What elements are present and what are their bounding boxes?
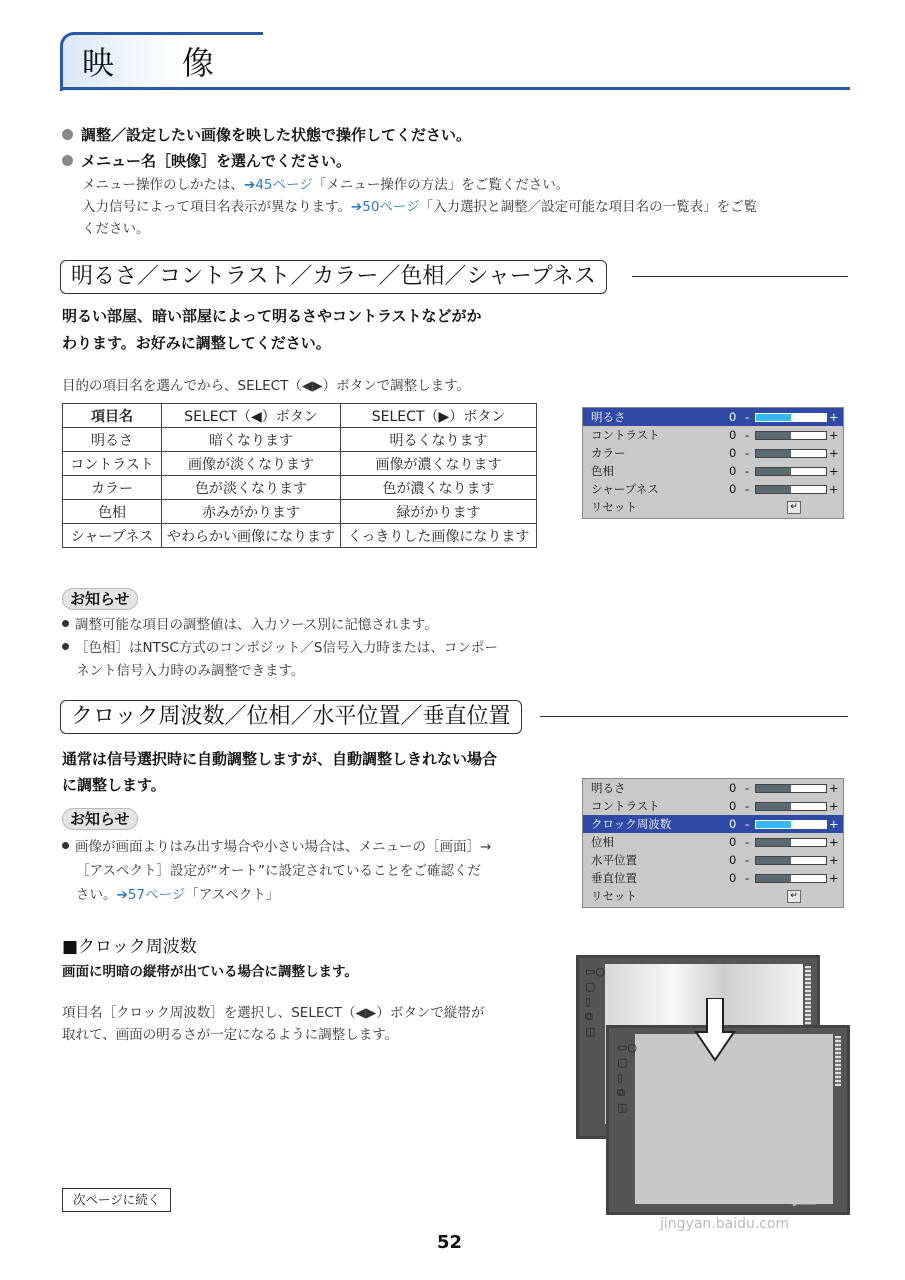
intro-bullet-1-text: 調整／設定したい画像を映した状態で操作してください。	[81, 126, 472, 144]
notice-text: ［色相］はNTSC方式のコンポジット／S信号入力時または、コンポー	[75, 640, 498, 656]
page-title-block	[60, 32, 850, 90]
section1-lead-2: わります。お好みに調整してください。	[62, 334, 331, 352]
section-rule	[540, 716, 848, 717]
arrow-right-icon: ➔	[350, 199, 363, 215]
menu-row-label: リセット	[591, 889, 637, 903]
menu-row-contrast[interactable]	[583, 797, 843, 815]
scroll-indicator	[835, 1036, 841, 1086]
menu-row-color[interactable]	[583, 444, 843, 462]
menu-row-brightness[interactable]	[583, 408, 843, 426]
notice-1-item-2-cont: ネント信号入力時のみ調整できます。	[76, 663, 305, 679]
level-bar[interactable]	[755, 467, 827, 476]
clock-text-1: 項目名［クロック周波数］を選択し、SELECT（◀▶）ボタンで縦帯が	[62, 1005, 485, 1021]
level-bar[interactable]	[755, 802, 827, 811]
menu-row-sharpness[interactable]	[583, 480, 843, 498]
notice-text: さい。	[76, 887, 117, 903]
table-cell: 色相	[63, 500, 162, 524]
menu-minus: -	[745, 799, 750, 813]
menu-row-label: クロック周波数	[591, 817, 672, 831]
level-bar-fill	[756, 821, 791, 828]
level-bar-fill	[756, 857, 791, 864]
menu-minus: -	[745, 482, 750, 496]
menu-minus: -	[745, 835, 750, 849]
menu-row-value: 0	[729, 853, 737, 867]
table-cell: やわらかい画像になります	[162, 524, 341, 548]
menu-plus: +	[829, 781, 839, 795]
menu-minus: -	[745, 817, 750, 831]
table-row	[63, 452, 537, 476]
arrow-right-icon: ➔	[116, 887, 128, 903]
baidu-watermark-url: jingyan.baidu.com	[660, 1216, 790, 1232]
menu-row-value: 0	[729, 464, 737, 478]
table-cell: 色が濃くなります	[341, 476, 537, 500]
notice-2-line-1	[62, 836, 491, 859]
level-bar[interactable]	[755, 784, 827, 793]
menu-row-h-position[interactable]	[583, 851, 843, 869]
page-number: 52	[437, 1232, 463, 1253]
level-bar[interactable]	[755, 838, 827, 847]
continue-label: 次ページに続く	[62, 1188, 171, 1212]
table-cell: 画像が濃くなります	[341, 452, 537, 476]
section-heading-2	[60, 700, 848, 734]
menu-row-value: 0	[729, 410, 737, 424]
table-cell: カラー	[63, 476, 162, 500]
intro-line-2-pre: 入力信号によって項目名表示が異なります。	[82, 199, 351, 215]
picture-menu-2	[582, 778, 844, 908]
intro-bullet-1	[62, 124, 471, 145]
menu-row-clock[interactable]	[583, 815, 843, 833]
picture-menu-1	[582, 407, 844, 519]
menu-minus: -	[745, 446, 750, 460]
menu-plus: +	[829, 482, 839, 496]
level-bar-fill	[756, 875, 791, 882]
table-row	[63, 524, 537, 548]
menu-row-value: 0	[729, 428, 737, 442]
section1-lead-1: 明るい部屋、暗い部屋によって明るさやコントラストなどがか	[62, 307, 482, 325]
clock-text-2: 取れて、画面の明るさが一定になるように調整します。	[62, 1027, 399, 1043]
level-bar-fill	[756, 450, 791, 457]
menu-row-value: 0	[729, 781, 737, 795]
notice-text: 画像が画面よりはみ出す場合や小さい場合は、メニューの［画面］→	[75, 839, 492, 855]
intro-bullet-2-text: メニュー名［映像］を選んでください。	[81, 152, 352, 170]
menu-plus: +	[829, 464, 839, 478]
menu-row-phase[interactable]	[583, 833, 843, 851]
menu-row-v-position[interactable]	[583, 869, 843, 887]
section2-lead-2: に調整します。	[62, 776, 166, 794]
level-bar[interactable]	[755, 431, 827, 440]
menu-minus: -	[745, 871, 750, 885]
table-cell: 赤みがかります	[162, 500, 341, 524]
notice-badge-1	[62, 588, 138, 610]
section-rule	[632, 276, 848, 277]
table-cell: 明るさ	[63, 428, 162, 452]
menu-plus: +	[829, 799, 839, 813]
menu-row-reset[interactable]	[583, 887, 843, 905]
menu-row-label: 水平位置	[591, 853, 637, 867]
table-cell: 明るくなります	[341, 428, 537, 452]
section1-instruction: 目的の項目名を選んでから、SELECT（◀▶）ボタンで調整します。	[62, 378, 471, 394]
table-header-row	[63, 404, 537, 428]
table-cell: 暗くなります	[162, 428, 341, 452]
arrow-right-icon: ➔	[244, 177, 256, 193]
menu-row-value: 0	[729, 871, 737, 885]
notice-text: 調整可能な項目の調整値は、入力ソース別に記憶されます。	[75, 617, 438, 633]
intro-line-1	[82, 174, 569, 196]
adjustment-table	[62, 403, 537, 548]
section-heading-1-label: 明るさ／コントラスト／カラー／色相／シャープネス	[60, 260, 607, 294]
menu-row-label: シャープネス	[591, 482, 659, 496]
notice-2-line-2: ［アスペクト］設定が“オート”に設定されていることをご確認くだ	[76, 863, 481, 879]
page-link-57[interactable]: 57ページ	[127, 887, 186, 903]
level-bar-fill	[756, 414, 791, 421]
bullet-icon	[62, 643, 69, 650]
table-cell: 色が淡くなります	[162, 476, 341, 500]
table-row	[63, 476, 537, 500]
clock-lead: 画面に明暗の縦帯が出ている場合に調整します。	[62, 964, 358, 980]
page-link-45[interactable]: 45ページ	[255, 177, 313, 193]
section-heading-1	[60, 260, 848, 294]
menu-row-value: 0	[729, 799, 737, 813]
menu-row-value: 0	[729, 817, 737, 831]
menu-row-label: 垂直位置	[591, 871, 637, 885]
menu-plus: +	[829, 446, 839, 460]
table-cell: コントラスト	[63, 452, 162, 476]
menu-row-label: コントラスト	[591, 799, 660, 813]
table-cell: 緑がかります	[341, 500, 537, 524]
level-bar[interactable]	[755, 856, 827, 865]
level-bar-fill	[756, 785, 791, 792]
menu-row-label: 色相	[591, 464, 614, 478]
level-bar-fill	[756, 803, 791, 810]
level-bar-fill	[756, 839, 791, 846]
menu-row-label: 明るさ	[591, 410, 626, 424]
menu-row-contrast[interactable]	[583, 426, 843, 444]
section2-lead-1: 通常は信号選択時に自動調整しますが、自動調整しきれない場合	[62, 750, 498, 768]
enter-icon: ↵	[787, 501, 801, 514]
down-arrow-icon	[694, 998, 736, 1062]
bullet-icon	[62, 155, 73, 166]
level-bar[interactable]	[755, 485, 827, 494]
menu-row-brightness[interactable]	[583, 779, 843, 797]
level-bar[interactable]	[755, 820, 827, 829]
menu-plus: +	[829, 410, 839, 424]
level-bar-fill	[756, 486, 791, 493]
table-cell: 画像が淡くなります	[162, 452, 341, 476]
table-header-cell: SELECT（▶）ボタン	[341, 404, 537, 428]
menu-row-label: カラー	[591, 446, 626, 460]
bullet-icon	[62, 129, 73, 140]
intro-line-2-post: 「入力選択と調整／設定可能な項目名の一覧表」をご覧	[419, 199, 758, 215]
page-title: 映 像	[82, 44, 233, 82]
menu-row-value: 0	[729, 835, 737, 849]
menu-minus: -	[745, 464, 750, 478]
notice-label: お知らせ	[62, 808, 138, 830]
intro-line-2	[82, 196, 757, 218]
menu-row-label: リセット	[591, 500, 637, 514]
desktop-icons: ▭○ ▢ ▯ ⧉ ◫	[585, 965, 605, 1038]
menu-minus: -	[745, 410, 750, 424]
title-rule	[60, 87, 850, 90]
desktop-icons: ▭○ ▢ ▯ ⧉ ◫	[617, 1041, 637, 1114]
menu-plus: +	[829, 871, 839, 885]
notice-label: お知らせ	[62, 588, 138, 610]
intro-bullet-2	[62, 150, 351, 171]
baidu-watermark: Bai du 经验	[640, 1176, 818, 1211]
menu-minus: -	[745, 428, 750, 442]
level-bar-fill	[756, 432, 791, 439]
menu-row-label: コントラスト	[591, 428, 660, 442]
bullet-icon	[62, 842, 69, 849]
menu-minus: -	[745, 781, 750, 795]
table-header-cell: 項目名	[63, 404, 162, 428]
notice-badge-2	[62, 808, 138, 830]
menu-row-label: 明るさ	[591, 781, 626, 795]
clock-heading: ■クロック周波数	[62, 937, 197, 957]
level-bar[interactable]	[755, 874, 827, 883]
menu-plus: +	[829, 817, 839, 831]
table-cell: くっきりした画像になります	[341, 524, 537, 548]
level-bar-fill	[756, 468, 791, 475]
menu-row-value: 0	[729, 446, 737, 460]
intro-line-1-post: 「メニュー操作の方法」をご覧ください。	[312, 177, 570, 193]
level-bar[interactable]	[755, 449, 827, 458]
menu-row-tint[interactable]	[583, 462, 843, 480]
menu-row-label: 位相	[591, 835, 614, 849]
menu-row-value: 0	[729, 482, 737, 496]
menu-row-reset[interactable]	[583, 498, 843, 516]
section-heading-2-label: クロック周波数／位相／水平位置／垂直位置	[60, 700, 522, 734]
notice-1-item-1	[62, 614, 438, 637]
notice-1-item-2	[62, 637, 498, 660]
table-row	[63, 500, 537, 524]
intro-line-3: ください。	[82, 221, 150, 237]
table-cell: シャープネス	[63, 524, 162, 548]
page-link-50[interactable]: 50ページ	[362, 199, 420, 215]
menu-plus: +	[829, 853, 839, 867]
level-bar[interactable]	[755, 413, 827, 422]
table-header-cell: SELECT（◀）ボタン	[162, 404, 341, 428]
enter-icon: ↵	[787, 890, 801, 903]
table-row	[63, 428, 537, 452]
bullet-icon	[62, 620, 69, 627]
menu-plus: +	[829, 835, 839, 849]
notice-text: 「アスペクト」	[185, 887, 280, 903]
notice-2-line-3	[76, 884, 279, 907]
intro-line-1-pre: メニュー操作のしかたは、	[82, 177, 244, 193]
scroll-indicator	[805, 966, 811, 1026]
menu-minus: -	[745, 853, 750, 867]
menu-plus: +	[829, 428, 839, 442]
